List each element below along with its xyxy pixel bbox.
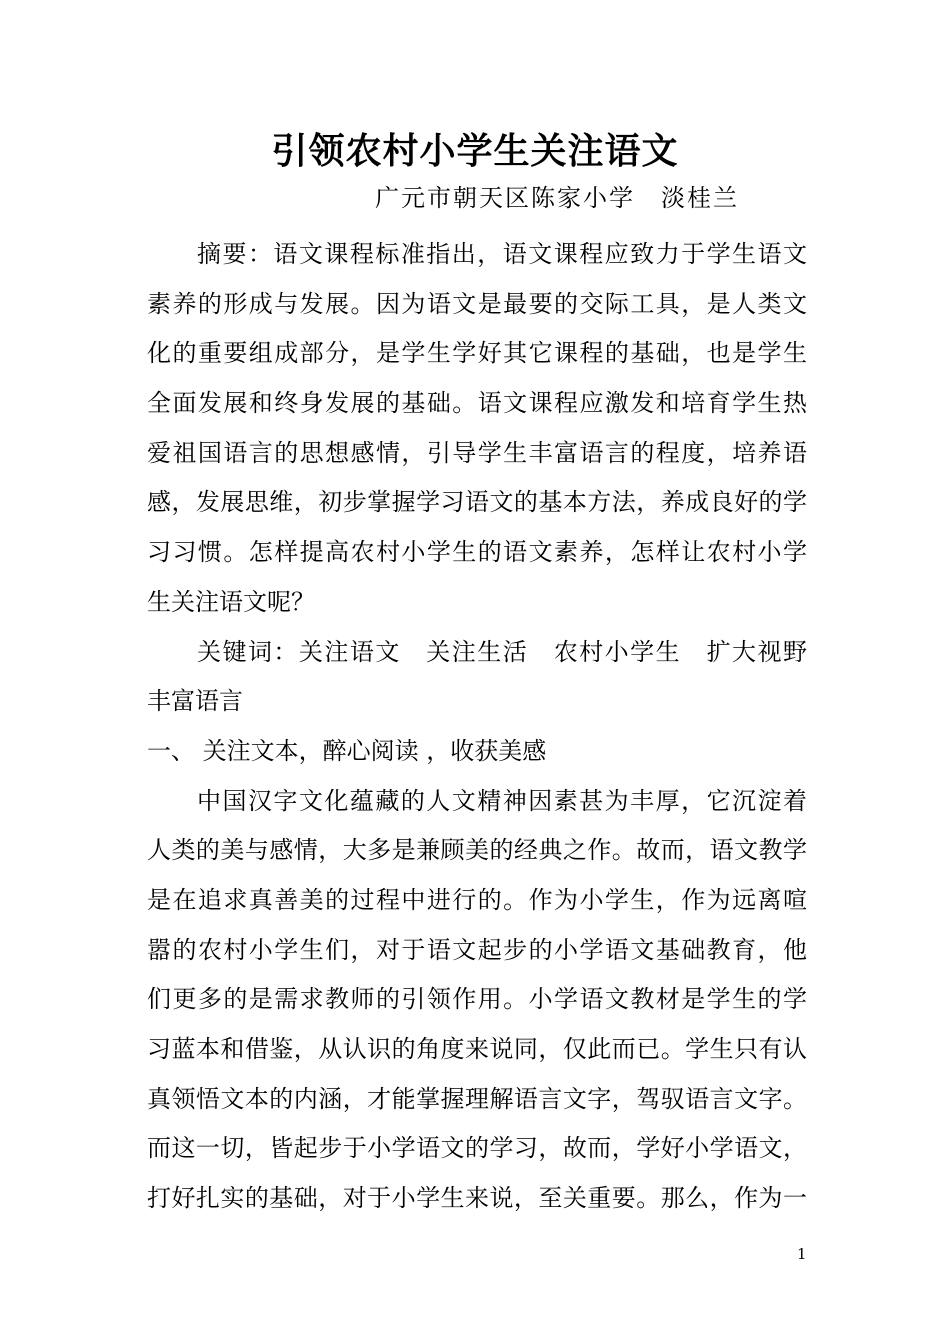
abstract-line: 全面发展和终身发展的基础。语文课程应激发和培育学生热 — [147, 389, 807, 418]
abstract-line: 习习惯。怎样提高农村小学生的语文素养，怎样让农村小学 — [147, 538, 807, 567]
abstract-line: 爱祖国语言的思想感情，引导学生丰富语言的程度，培养语 — [147, 438, 807, 467]
paragraph-line: 是在追求真善美的过程中进行的。作为小学生，作为远离喧 — [147, 885, 807, 914]
abstract-line: 化的重要组成部分，是学生学好其它课程的基础，也是学生 — [147, 339, 807, 368]
keywords-line: 关键词：关注语文 关注生活 农村小学生 扩大视野 — [197, 637, 807, 666]
paragraph-line: 而这一切，皆起步于小学语文的学习，故而，学好小学语文， — [147, 1134, 807, 1163]
abstract-line: 素养的形成与发展。因为语文是最要的交际工具，是人类文 — [147, 289, 807, 318]
paragraph-line: 人类的美与感情，大多是兼顾美的经典之作。故而，语文教学 — [147, 836, 807, 865]
abstract-line: 生关注语文呢？ — [147, 587, 315, 616]
paragraph-line: 真领悟文本的内涵，才能掌握理解语言文字，驾驭语言文字。 — [147, 1084, 807, 1113]
document-title: 引领农村小学生关注语文 — [271, 130, 679, 172]
paragraph-line: 中国汉字文化蕴藏的人文精神因素甚为丰厚，它沉淀着 — [197, 786, 807, 815]
paragraph-line: 习蓝本和借鉴，从认识的角度来说同，仅此而已。学生只有认 — [147, 1035, 807, 1063]
page-number: 1 — [797, 1245, 807, 1263]
author-line: 广元市朝天区陈家小学 淡桂兰 — [375, 184, 739, 212]
paragraph-line: 打好扎实的基础，对于小学生来说，至关重要。那么，作为一 — [147, 1184, 807, 1213]
abstract-line: 感，发展思维，初步掌握学习语文的基本方法，养成良好的学 — [147, 488, 807, 517]
paragraph-line: 嚣的农村小学生们，对于语文起步的小学语文基础教育，他 — [147, 935, 807, 964]
abstract-line: 摘要：语文课程标准指出，语文课程应致力于学生语文 — [197, 240, 807, 268]
keywords-line: 丰富语言 — [147, 687, 243, 716]
paragraph-line: 们更多的是需求教师的引领作用。小学语文教材是学生的学 — [147, 985, 807, 1014]
body-text — [147, 230, 807, 1224]
section-heading: 一、 关注文本，醉心阅读 ，收获美感 — [147, 736, 547, 765]
